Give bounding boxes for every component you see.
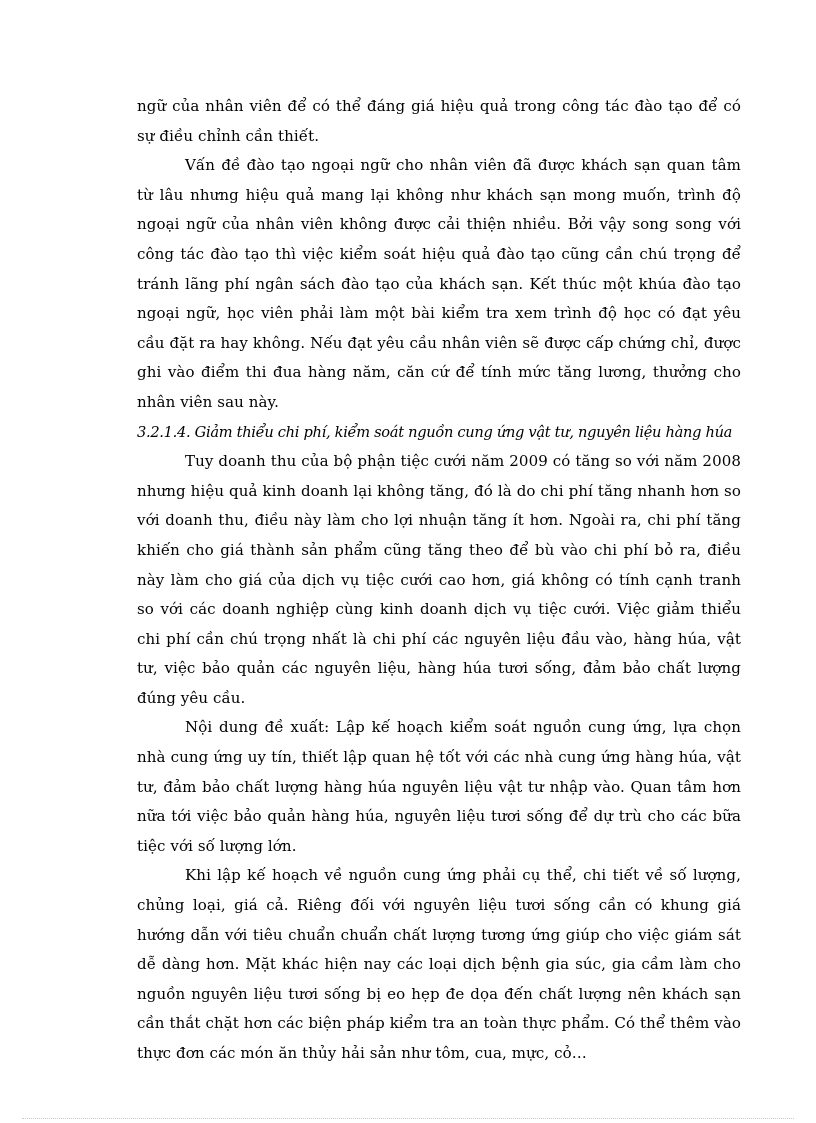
paragraph-proposal: Nội dung đề xuất: Lập kế hoạch kiểm soát nguồn cung ứng, lựa chọn nhà cung ứng uy tín, thiết lập quan hệ tốt với các nhà cung ứng hàng húa, vật tư, đảm bảo chất lượng hàng húa nguyên liệu vật tư nhập vào. Quan tâm hơn nữa tới việc bảo quản hàng húa, nguyên liệu tươi sống để dự trù cho các bữa tiệc với số lượng lớn. (137, 718, 741, 855)
section-heading: 3.2.1.4. Giảm thiểu chi phí, kiểm soát nguồn cung ứng vật tư, nguyên liệu hàng húa (137, 423, 733, 441)
paragraph-continuation: ngữ của nhân viên để có thể đáng giá hiệu quả trong công tác đào tạo để có sự điều chỉnh cần thiết. (137, 97, 741, 145)
paragraph-foreign-language-training: Vấn đề đào tạo ngoại ngữ cho nhân viên đã được khách sạn quan tâm từ lâu nhưng hiệu quả mang lại không như khách sạn mong muốn, trình độ ngoại ngữ của nhân viên không được cải thiện nhiều. Bởi vậy song song với công tác đào tạo thì việc kiểm soát hiệu quả đào tạo cũng cần chú trọng để tránh lãng phí ngân sách đào tạo của khách sạn. Kết thúc một khúa đào tạo ngoại ngữ, học viên phải làm một bài kiểm tra xem trình độ học có đạt yêu cầu đặt ra hay không. Nếu đạt yêu cầu nhân viên sẽ được cấp chứng chỉ, được ghi vào điểm thi đua hàng năm, căn cứ để tính mức tăng lương, thưởng cho nhân viên sau này. (137, 156, 741, 411)
paragraph-supply-planning: Khi lập kế hoạch về nguồn cung ứng phải cụ thể, chi tiết về số lượng, chủng loại, giá cả. Riêng đối với nguyên liệu tươi sống cần có khung giá hướng dẫn với tiêu chuẩn chuẩn chất lượng tương ứng giúp cho việc giám sát dễ dàng hơn. Mặt khác hiện nay các loại dịch bệnh gia súc, gia cầm làm cho nguồn nguyên liệu tươi sống bị eo hẹp đe dọa đến chất lượng nên khách sạn cần thắt chặt hơn các biện pháp kiểm tra an toàn thực phẩm. Có thể thêm vào thực đơn các món ăn thủy hải sản như tôm, cua, mực, cỏ… (137, 866, 741, 1062)
page-bottom-border (22, 1118, 794, 1119)
document-page (137, 92, 741, 1069)
paragraph-cost-reduction: Tuy doanh thu của bộ phận tiệc cưới năm 2009 có tăng so với năm 2008 nhưng hiệu quả kinh doanh lại không tăng, đó là do chi phí tăng nhanh hơn so với doanh thu, điều này làm cho lợi nhuận tăng ít hơn. Ngoài ra, chi phí tăng khiến cho giá thành sản phẩm cũng tăng theo để bù vào chi phí bỏ ra, điều này làm cho giá của dịch vụ tiệc cưới cao hơn, giá không có tính cạnh tranh so với các doanh nghiệp cùng kinh doanh dịch vụ tiệc cưới. Việc giảm thiểu chi phí cần chú trọng nhất là chi phí các nguyên liệu đầu vào, hàng húa, vật tư, việc bảo quản các nguyên liệu, hàng húa tươi sống, đảm bảo chất lượng đúng yêu cầu. (137, 452, 741, 707)
